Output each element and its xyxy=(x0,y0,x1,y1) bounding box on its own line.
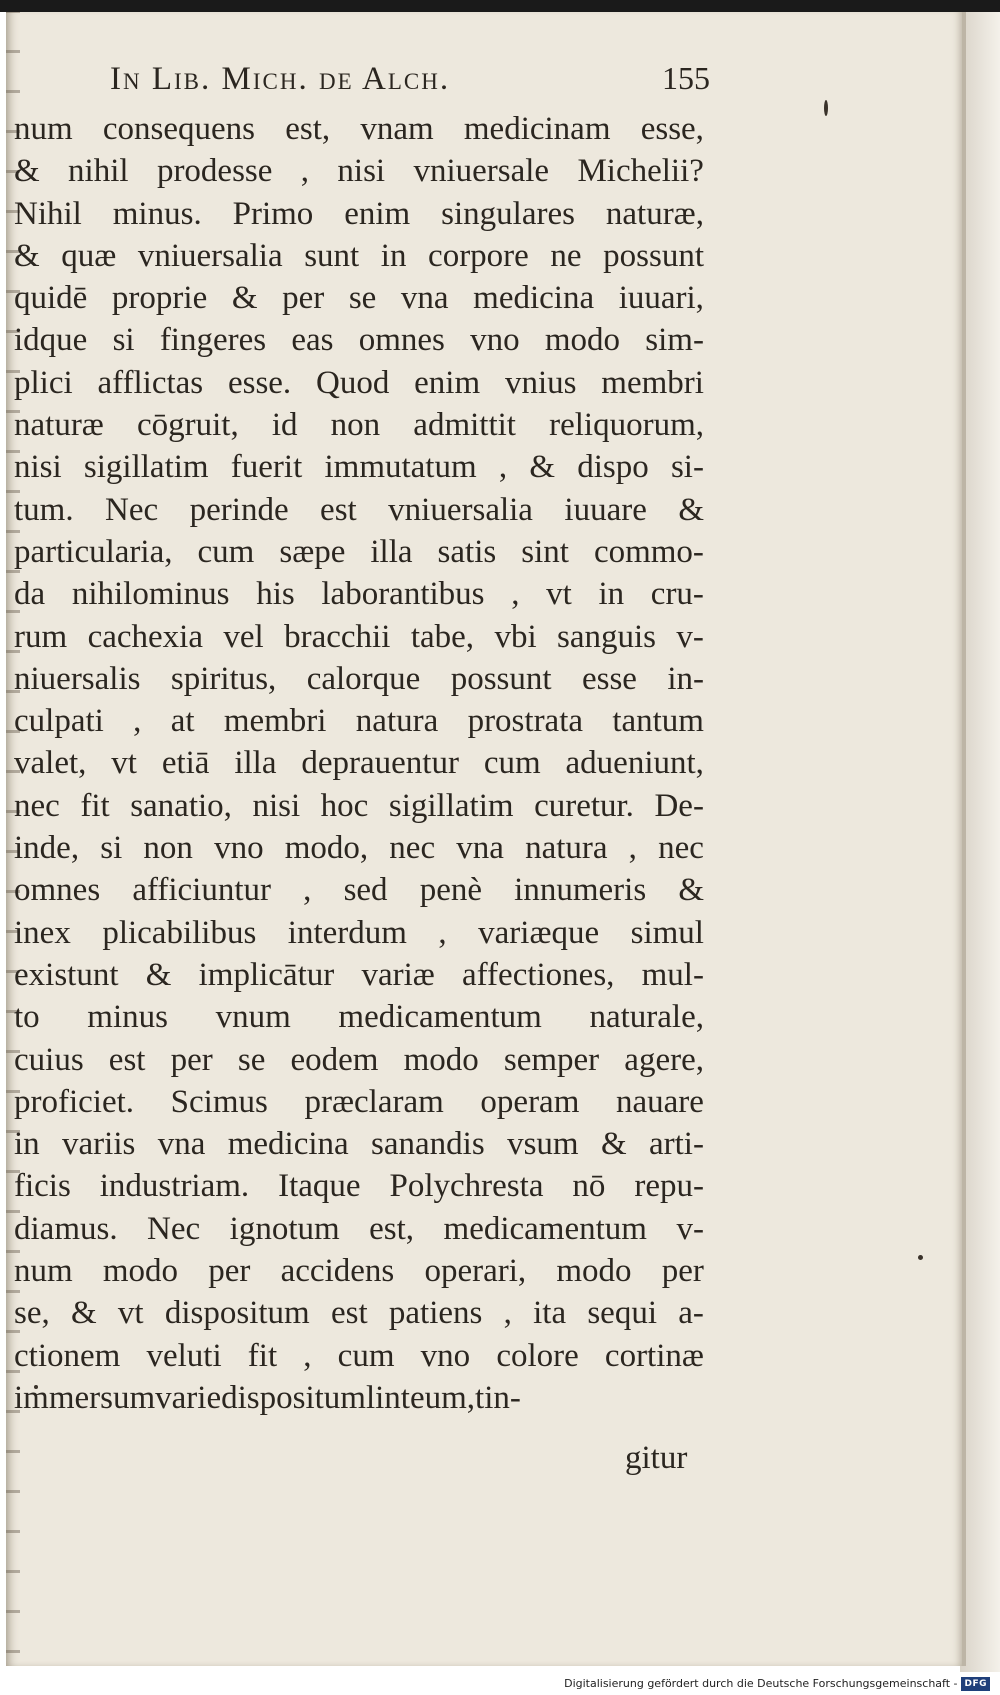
text-word: si xyxy=(100,830,123,867)
body-text xyxy=(14,108,704,1419)
text-word: omnes xyxy=(14,872,101,909)
text-word: afflictas xyxy=(97,364,204,401)
text-word: , xyxy=(303,872,312,909)
text-word: interdum xyxy=(287,914,407,951)
text-line xyxy=(14,1165,704,1207)
text-word: enim xyxy=(414,364,481,401)
text-word: sed xyxy=(343,872,388,909)
text-word: possunt xyxy=(603,237,704,274)
text-line xyxy=(14,108,704,150)
text-word: sunt xyxy=(304,237,360,274)
running-title: In Lib. Mich. de Alch. xyxy=(110,61,451,97)
text-word: naturale, xyxy=(589,999,704,1036)
dfg-logo-icon: DFG xyxy=(961,1677,990,1691)
text-word: illa xyxy=(234,745,277,782)
text-word: & xyxy=(14,237,40,274)
text-word: naturæ, xyxy=(605,195,704,232)
text-word: sim- xyxy=(645,322,704,359)
text-word: sanandis xyxy=(371,1126,485,1163)
text-word: agere, xyxy=(624,1041,704,1078)
text-word: industriam. xyxy=(99,1168,250,1205)
text-word: & xyxy=(71,1295,97,1332)
text-word: naturæ xyxy=(14,407,104,444)
text-word: a- xyxy=(678,1295,704,1332)
text-word: penè xyxy=(419,872,483,909)
text-word: & xyxy=(231,280,258,317)
text-word: iuuare xyxy=(564,491,647,528)
text-word: est, xyxy=(285,111,331,147)
text-word: variæque xyxy=(478,914,600,951)
text-word: minus. xyxy=(112,195,202,232)
text-word: , xyxy=(438,914,447,951)
text-word: ne xyxy=(550,237,582,274)
text-line xyxy=(14,1208,704,1250)
text-word: perinde xyxy=(189,491,289,528)
text-word: immersum xyxy=(14,1379,156,1416)
text-word: , xyxy=(300,153,310,190)
text-word: cum xyxy=(483,745,541,782)
text-word: varie xyxy=(155,1379,222,1416)
text-word: plicabilibus xyxy=(102,914,257,951)
text-word: , xyxy=(503,1295,512,1332)
text-word: vbi xyxy=(494,618,537,655)
text-word: innumeris xyxy=(514,872,647,909)
text-word: cachexia xyxy=(87,618,203,655)
text-word: natura xyxy=(525,830,608,867)
text-word: vna xyxy=(456,830,504,867)
text-word: Itaque xyxy=(278,1168,361,1205)
text-word: medicamentum xyxy=(443,1210,647,1247)
text-word: Nec xyxy=(105,491,159,528)
text-word: , xyxy=(303,1337,312,1374)
text-word: medicamentum xyxy=(338,999,542,1036)
text-word: , xyxy=(511,576,520,613)
text-word: num xyxy=(14,111,73,147)
text-word: cru- xyxy=(650,576,704,613)
text-word: in- xyxy=(667,660,704,697)
text-line xyxy=(14,616,704,658)
text-word: per xyxy=(661,1253,704,1290)
text-word: vnius xyxy=(504,364,577,401)
text-word: nihil xyxy=(68,153,129,190)
text-line xyxy=(14,1039,704,1081)
text-word: Michelii? xyxy=(577,153,704,190)
text-word: repu- xyxy=(634,1168,704,1205)
text-word: sæpe xyxy=(279,533,346,570)
text-word: operam xyxy=(480,1083,580,1120)
text-word: medicina xyxy=(473,280,595,317)
text-word: afficiuntur xyxy=(132,872,271,909)
catchword: gitur xyxy=(625,1440,688,1476)
text-word: est, xyxy=(369,1210,415,1247)
text-word: immutatum xyxy=(324,449,477,486)
text-word: minus xyxy=(87,999,168,1036)
text-word: modo xyxy=(102,1253,179,1290)
text-word: vt xyxy=(117,1295,144,1332)
text-word: v- xyxy=(676,1210,704,1247)
text-word: Nec xyxy=(147,1210,201,1247)
text-word: , xyxy=(466,1379,476,1416)
text-word: in xyxy=(598,576,625,613)
text-line xyxy=(14,404,704,446)
text-line xyxy=(14,700,704,742)
text-word: bracchii xyxy=(284,618,391,655)
text-word: vt xyxy=(111,745,137,782)
text-word: mul- xyxy=(641,956,704,993)
text-word: vno xyxy=(214,830,264,867)
text-word: particularia, xyxy=(14,533,173,570)
text-word: commo- xyxy=(593,533,704,570)
text-word: Quod xyxy=(316,364,390,401)
text-word: operari, xyxy=(424,1253,527,1290)
text-word: proprie xyxy=(111,280,208,317)
text-word: fit xyxy=(80,787,110,824)
text-word: medicinam xyxy=(463,111,611,147)
text-word: Primo xyxy=(232,195,314,232)
text-word: per xyxy=(170,1041,213,1078)
text-word: , xyxy=(133,703,142,740)
text-word: niuersalis xyxy=(14,660,141,697)
text-word: dispo xyxy=(577,449,649,486)
text-word: nauare xyxy=(616,1083,704,1120)
text-word: vno xyxy=(420,1337,471,1374)
text-word: semper xyxy=(503,1041,600,1078)
text-word: vna xyxy=(157,1126,206,1163)
text-word: tin- xyxy=(475,1379,521,1416)
text-word: modo xyxy=(556,1253,632,1290)
text-word: in xyxy=(14,1126,40,1163)
text-line xyxy=(14,235,704,277)
text-word: existunt xyxy=(14,956,119,993)
text-word: colore xyxy=(496,1337,579,1374)
text-word: dispositum xyxy=(164,1295,310,1332)
text-word: se xyxy=(237,1041,266,1078)
text-word: sigillatim xyxy=(388,787,514,824)
text-word: quidē xyxy=(14,280,88,317)
text-word: vniuersalia xyxy=(388,491,533,528)
text-word: valet, xyxy=(14,745,87,782)
text-line xyxy=(14,1377,704,1419)
ink-speck xyxy=(918,1255,923,1260)
text-word: arti- xyxy=(648,1126,704,1163)
text-word: cōgruit, xyxy=(136,407,239,444)
text-line xyxy=(14,531,704,573)
text-word: tum. xyxy=(14,491,74,528)
text-word: & xyxy=(600,1126,627,1163)
text-word: vt xyxy=(546,576,572,613)
text-word: variæ xyxy=(361,956,435,993)
text-word: cum xyxy=(197,533,255,570)
text-word: affectiones, xyxy=(462,956,615,993)
text-word: accidens xyxy=(280,1253,395,1290)
text-word: inex xyxy=(14,914,71,951)
text-line xyxy=(14,319,704,361)
text-line xyxy=(14,954,704,996)
text-word: nisi xyxy=(337,153,386,190)
text-word: sint xyxy=(521,533,569,570)
text-word: deprauentur xyxy=(301,745,459,782)
text-word: prodesse xyxy=(156,153,273,190)
text-line xyxy=(14,573,704,615)
text-word: non xyxy=(330,407,381,444)
text-word: cuius xyxy=(14,1041,84,1078)
text-word: nisi xyxy=(14,449,62,486)
text-word: De- xyxy=(654,787,704,824)
text-word: curetur. xyxy=(534,787,634,824)
text-word: & xyxy=(529,449,556,486)
text-word: , xyxy=(498,449,508,486)
text-word: vna xyxy=(400,280,449,317)
text-word: vsum xyxy=(507,1126,579,1163)
text-word: at xyxy=(170,703,195,740)
text-word: variis xyxy=(62,1126,136,1163)
scan-top-edge xyxy=(0,0,1000,12)
text-word: non xyxy=(143,830,193,867)
text-word: inde, xyxy=(14,830,80,867)
text-word: sequi xyxy=(587,1295,658,1332)
text-word: hoc xyxy=(320,787,369,824)
text-word: adueniunt, xyxy=(565,745,704,782)
text-word: si- xyxy=(670,449,704,486)
text-word: est xyxy=(108,1041,146,1078)
text-word: fingeres xyxy=(159,322,267,359)
text-word: & xyxy=(145,956,172,993)
text-word: culpati xyxy=(14,703,104,740)
text-word: modo, xyxy=(284,830,369,867)
text-word: , xyxy=(628,830,637,867)
text-word: admittit xyxy=(413,407,516,444)
text-word: spiritus, xyxy=(170,660,277,697)
text-word: est xyxy=(320,491,357,528)
text-word: calorque xyxy=(306,660,421,697)
text-word: his xyxy=(256,576,295,613)
text-word: natura xyxy=(355,703,439,740)
text-word: omnes xyxy=(358,322,445,359)
text-line xyxy=(14,1081,704,1123)
text-line xyxy=(14,785,704,827)
text-word: vniuersale xyxy=(413,153,550,190)
text-word: nihilominus xyxy=(71,576,230,613)
text-line xyxy=(14,827,704,869)
text-word: enim xyxy=(344,195,411,232)
text-word: da xyxy=(14,576,46,613)
text-word: id xyxy=(271,407,298,444)
text-word: eodem xyxy=(290,1041,379,1078)
text-word: nec xyxy=(389,830,436,867)
text-word: modo xyxy=(403,1041,479,1078)
text-word: ita xyxy=(533,1295,567,1332)
text-line xyxy=(14,996,704,1038)
text-word: satis xyxy=(437,533,497,570)
ink-speck xyxy=(824,100,828,116)
text-word: præclaram xyxy=(304,1083,444,1120)
text-word: si xyxy=(112,322,135,359)
text-word: dispositum xyxy=(221,1379,366,1416)
book-fore-edge xyxy=(960,0,1000,1672)
text-line xyxy=(14,193,704,235)
text-word: vnum xyxy=(215,999,291,1036)
text-word: veluti xyxy=(146,1337,222,1374)
text-word: cortinæ xyxy=(604,1337,704,1374)
text-word: proficiet. xyxy=(14,1083,135,1120)
text-word: to xyxy=(14,999,40,1036)
text-word: sigillatim xyxy=(83,449,209,486)
text-word: per xyxy=(282,280,325,317)
text-word: & xyxy=(678,872,704,909)
page-number: 155 xyxy=(662,60,710,96)
text-word: modo xyxy=(544,322,621,359)
text-word: consequens xyxy=(102,111,256,147)
text-word: fit xyxy=(247,1337,278,1374)
text-word: membri xyxy=(223,703,327,740)
text-line xyxy=(14,912,704,954)
text-line xyxy=(14,362,704,404)
text-word: Polychresta xyxy=(389,1168,544,1205)
text-word: vnam xyxy=(360,111,434,147)
text-line xyxy=(14,742,704,784)
text-word: idque xyxy=(14,322,88,359)
running-head xyxy=(110,60,710,98)
footer-credit: Digitalisierung gefördert durch die Deutsche Forschungsgemeinschaft - xyxy=(564,1677,958,1690)
footer-credit-bar xyxy=(0,1672,1000,1695)
text-word: implicātur xyxy=(198,956,335,993)
text-word: tabe, xyxy=(410,618,475,655)
text-word: sanguis xyxy=(557,618,657,655)
text-word: diamus. xyxy=(14,1210,118,1247)
text-line xyxy=(14,869,704,911)
text-line xyxy=(14,277,704,319)
text-line xyxy=(14,1250,704,1292)
text-word: tantum xyxy=(612,703,704,740)
text-line xyxy=(14,1292,704,1334)
text-word: illa xyxy=(370,533,413,570)
text-word: membri xyxy=(601,364,704,401)
text-line xyxy=(14,489,704,531)
text-line xyxy=(14,1335,704,1377)
text-word: in xyxy=(380,237,407,274)
text-word: patiens xyxy=(388,1295,483,1332)
text-word: corpore xyxy=(428,237,529,274)
text-word: vno xyxy=(470,322,520,359)
text-word: simul xyxy=(630,914,704,951)
text-line xyxy=(14,658,704,700)
text-word: v- xyxy=(676,618,704,655)
text-word: linteum xyxy=(365,1379,467,1416)
text-word: esse, xyxy=(640,111,704,147)
text-word: etiā xyxy=(161,745,210,782)
text-word: num xyxy=(14,1253,73,1290)
text-word: & xyxy=(14,153,40,190)
text-word: Scimus xyxy=(170,1083,268,1120)
text-line xyxy=(14,446,704,488)
text-word: esse xyxy=(581,660,637,697)
text-word: ignotum xyxy=(229,1210,340,1247)
text-word: ficis xyxy=(14,1168,71,1205)
text-line xyxy=(14,150,704,192)
text-word: sanatio, xyxy=(130,787,232,824)
text-word: nō xyxy=(572,1168,606,1205)
text-word: ctionem xyxy=(14,1337,121,1374)
text-word: esse. xyxy=(227,364,292,401)
text-word: & xyxy=(678,491,704,528)
text-line xyxy=(14,1123,704,1165)
text-word: possunt xyxy=(450,660,552,697)
text-word: se xyxy=(348,280,377,317)
text-word: nec xyxy=(658,830,704,867)
text-word: laborantibus xyxy=(321,576,485,613)
text-word: singulares xyxy=(441,195,575,232)
text-word: Nihil xyxy=(14,195,82,232)
text-word: per xyxy=(208,1253,251,1290)
text-word: nisi xyxy=(252,787,301,824)
text-word: plici xyxy=(14,364,73,401)
text-word: cum xyxy=(337,1337,395,1374)
text-word: reliquorum, xyxy=(549,407,704,444)
text-word: vniuersalia xyxy=(137,237,283,274)
text-word: medicina xyxy=(227,1126,349,1163)
text-word: iuuari, xyxy=(618,280,704,317)
text-word: nec xyxy=(14,787,60,824)
text-word: rum xyxy=(14,618,68,655)
text-word: prostrata xyxy=(467,703,584,740)
text-word: se, xyxy=(14,1295,50,1332)
text-word: quæ xyxy=(61,237,117,274)
text-word: vel xyxy=(223,618,264,655)
text-word: eas xyxy=(291,322,334,359)
text-word: fuerit xyxy=(230,449,303,486)
text-word: est xyxy=(330,1295,368,1332)
